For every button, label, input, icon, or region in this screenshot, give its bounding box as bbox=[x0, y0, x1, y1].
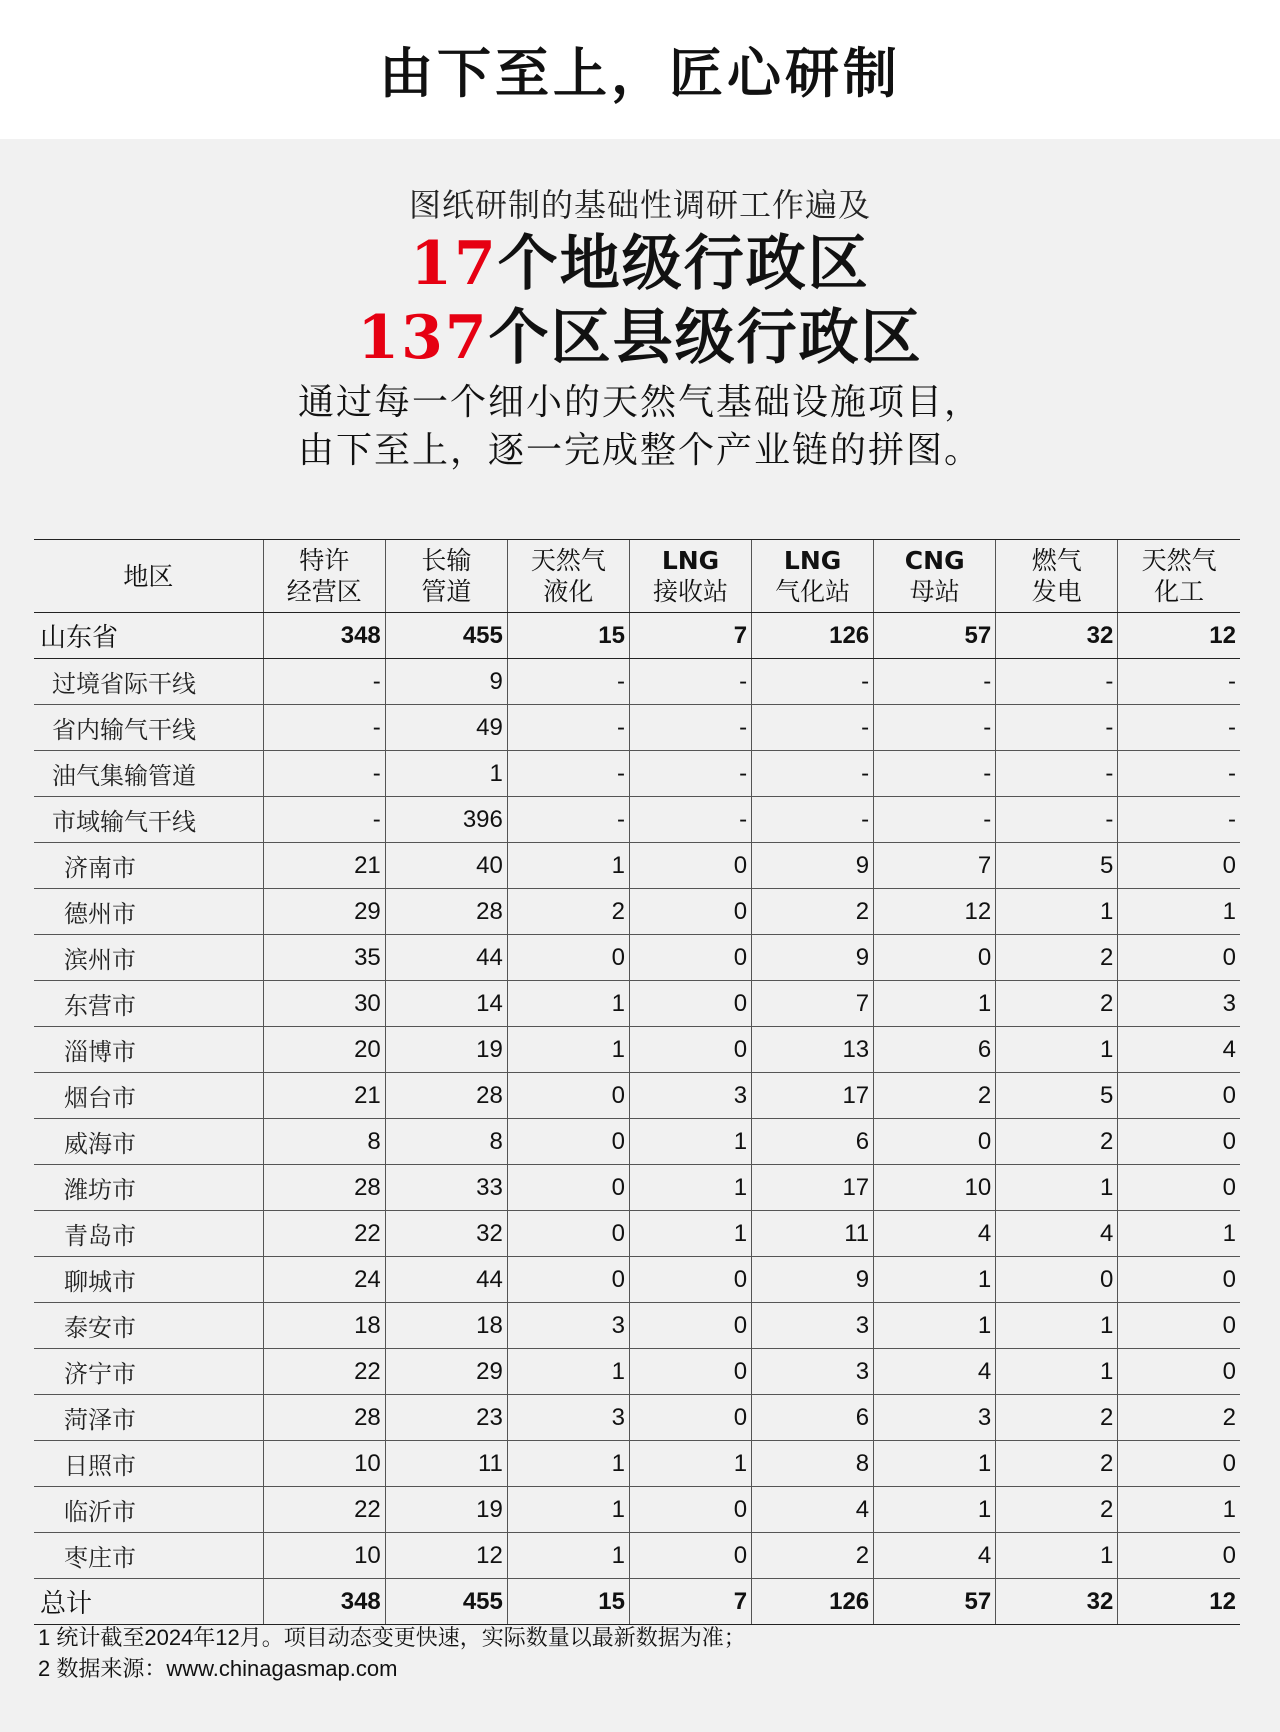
value-cell: 6 bbox=[752, 1119, 874, 1165]
value-cell: 29 bbox=[385, 1349, 507, 1395]
value-cell: 0 bbox=[629, 1487, 751, 1533]
column-header bbox=[752, 540, 874, 613]
value-cell: 0 bbox=[507, 1257, 629, 1303]
column-header-line1: 特许 bbox=[299, 546, 350, 575]
value-cell: - bbox=[996, 751, 1118, 797]
value-cell: 12 bbox=[874, 889, 996, 935]
table-row bbox=[34, 659, 1240, 705]
value-cell: 18 bbox=[263, 1303, 385, 1349]
table-row bbox=[34, 1027, 1240, 1073]
value-cell: 12 bbox=[1118, 1579, 1240, 1625]
value-cell: 396 bbox=[385, 797, 507, 843]
value-cell: 10 bbox=[874, 1165, 996, 1211]
value-cell: 0 bbox=[629, 1395, 751, 1441]
value-cell: - bbox=[629, 705, 751, 751]
value-cell: 7 bbox=[752, 981, 874, 1027]
top-banner bbox=[0, 0, 1280, 139]
value-cell: 0 bbox=[507, 1073, 629, 1119]
value-cell: 0 bbox=[507, 1165, 629, 1211]
value-cell: 1 bbox=[874, 1487, 996, 1533]
stats-table-wrapper bbox=[34, 539, 1240, 1625]
value-cell: 1 bbox=[1118, 889, 1240, 935]
county-count: 137 bbox=[357, 303, 489, 373]
value-cell: 2 bbox=[996, 1119, 1118, 1165]
value-cell: 0 bbox=[996, 1257, 1118, 1303]
value-cell: 32 bbox=[385, 1211, 507, 1257]
value-cell: 9 bbox=[385, 659, 507, 705]
value-cell: 2 bbox=[996, 981, 1118, 1027]
table-row bbox=[34, 1073, 1240, 1119]
table-row bbox=[34, 1441, 1240, 1487]
value-cell: - bbox=[1118, 751, 1240, 797]
table-row bbox=[34, 1119, 1240, 1165]
column-header-line1: 长输 bbox=[421, 546, 472, 575]
value-cell: 1 bbox=[996, 889, 1118, 935]
column-header-line2: 管道 bbox=[421, 577, 472, 606]
value-cell: 1 bbox=[507, 981, 629, 1027]
value-cell: 11 bbox=[385, 1441, 507, 1487]
value-cell: 8 bbox=[752, 1441, 874, 1487]
value-cell: 6 bbox=[752, 1395, 874, 1441]
table-row bbox=[34, 981, 1240, 1027]
table-row bbox=[34, 705, 1240, 751]
table-row bbox=[34, 1533, 1240, 1579]
value-cell: - bbox=[752, 751, 874, 797]
prefecture-text: 个地级行政区 bbox=[497, 229, 870, 299]
value-cell: - bbox=[629, 751, 751, 797]
value-cell: 29 bbox=[263, 889, 385, 935]
region-cell: 德州市 bbox=[34, 889, 263, 935]
value-cell: - bbox=[874, 705, 996, 751]
region-cell: 潍坊市 bbox=[34, 1165, 263, 1211]
column-header-line1: CNG bbox=[904, 546, 965, 575]
value-cell: 1 bbox=[507, 1027, 629, 1073]
value-cell: - bbox=[507, 751, 629, 797]
value-cell: - bbox=[263, 705, 385, 751]
value-cell: 30 bbox=[263, 981, 385, 1027]
value-cell: 32 bbox=[996, 1579, 1118, 1625]
value-cell: 4 bbox=[874, 1349, 996, 1395]
value-cell: 2 bbox=[996, 1441, 1118, 1487]
column-header-line2: 母站 bbox=[909, 577, 960, 606]
table-row bbox=[34, 1487, 1240, 1533]
value-cell: 4 bbox=[874, 1211, 996, 1257]
value-cell: 0 bbox=[874, 1119, 996, 1165]
region-cell: 济南市 bbox=[34, 843, 263, 889]
prefecture-headline bbox=[0, 227, 1280, 301]
value-cell: 28 bbox=[385, 889, 507, 935]
column-header bbox=[385, 540, 507, 613]
value-cell: 5 bbox=[996, 843, 1118, 889]
value-cell: 0 bbox=[1118, 1349, 1240, 1395]
value-cell: 17 bbox=[752, 1165, 874, 1211]
value-cell: 0 bbox=[629, 1257, 751, 1303]
value-cell: 28 bbox=[263, 1395, 385, 1441]
value-cell: 0 bbox=[1118, 1257, 1240, 1303]
value-cell: - bbox=[263, 751, 385, 797]
region-cell: 省内输气干线 bbox=[34, 705, 263, 751]
value-cell: 3 bbox=[752, 1349, 874, 1395]
value-cell: 4 bbox=[996, 1211, 1118, 1257]
value-cell: - bbox=[629, 659, 751, 705]
column-header-line1: 地区 bbox=[123, 561, 174, 591]
value-cell: 24 bbox=[263, 1257, 385, 1303]
region-cell: 临沂市 bbox=[34, 1487, 263, 1533]
value-cell: - bbox=[1118, 659, 1240, 705]
value-cell: - bbox=[752, 659, 874, 705]
value-cell: 14 bbox=[385, 981, 507, 1027]
region-cell: 山东省 bbox=[34, 613, 263, 659]
value-cell: - bbox=[996, 705, 1118, 751]
value-cell: 1 bbox=[629, 1211, 751, 1257]
value-cell: 0 bbox=[629, 935, 751, 981]
table-row bbox=[34, 1303, 1240, 1349]
value-cell: 20 bbox=[263, 1027, 385, 1073]
region-cell: 泰安市 bbox=[34, 1303, 263, 1349]
value-cell: - bbox=[629, 797, 751, 843]
value-cell: 1 bbox=[507, 843, 629, 889]
value-cell: 5 bbox=[996, 1073, 1118, 1119]
value-cell: 1 bbox=[996, 1533, 1118, 1579]
value-cell: 2 bbox=[507, 889, 629, 935]
column-header-line2: 经营区 bbox=[286, 577, 362, 606]
banner-title: 由下至上，匠心研制 bbox=[379, 42, 901, 105]
value-cell: 21 bbox=[263, 1073, 385, 1119]
value-cell: 9 bbox=[752, 935, 874, 981]
region-cell: 青岛市 bbox=[34, 1211, 263, 1257]
column-header-line1: LNG bbox=[661, 546, 720, 575]
value-cell: 22 bbox=[263, 1211, 385, 1257]
value-cell: 2 bbox=[752, 889, 874, 935]
column-header bbox=[263, 540, 385, 613]
footnote-2: 2 数据来源：www.chinagasmap.com bbox=[38, 1656, 398, 1681]
value-cell: 4 bbox=[752, 1487, 874, 1533]
region-cell: 聊城市 bbox=[34, 1257, 263, 1303]
footnotes bbox=[38, 1622, 746, 1684]
column-header bbox=[1118, 540, 1240, 613]
value-cell: 1 bbox=[1118, 1211, 1240, 1257]
value-cell: - bbox=[263, 797, 385, 843]
value-cell: 19 bbox=[385, 1487, 507, 1533]
table-row bbox=[34, 1579, 1240, 1625]
value-cell: 348 bbox=[263, 1579, 385, 1625]
region-cell: 威海市 bbox=[34, 1119, 263, 1165]
value-cell: 28 bbox=[385, 1073, 507, 1119]
value-cell: 10 bbox=[263, 1533, 385, 1579]
value-cell: 3 bbox=[874, 1395, 996, 1441]
value-cell: - bbox=[874, 659, 996, 705]
value-cell: 8 bbox=[385, 1119, 507, 1165]
region-cell: 日照市 bbox=[34, 1441, 263, 1487]
value-cell: 35 bbox=[263, 935, 385, 981]
value-cell: 0 bbox=[629, 889, 751, 935]
value-cell: 22 bbox=[263, 1349, 385, 1395]
value-cell: 126 bbox=[752, 1579, 874, 1625]
table-row bbox=[34, 1257, 1240, 1303]
region-cell: 油气集输管道 bbox=[34, 751, 263, 797]
value-cell: 19 bbox=[385, 1027, 507, 1073]
value-cell: 3 bbox=[507, 1303, 629, 1349]
value-cell: 3 bbox=[507, 1395, 629, 1441]
value-cell: - bbox=[874, 751, 996, 797]
column-header bbox=[34, 540, 263, 613]
value-cell: 44 bbox=[385, 935, 507, 981]
value-cell: - bbox=[507, 659, 629, 705]
value-cell: 1 bbox=[996, 1027, 1118, 1073]
value-cell: 1 bbox=[874, 1441, 996, 1487]
value-cell: 1 bbox=[507, 1441, 629, 1487]
value-cell: 0 bbox=[1118, 1073, 1240, 1119]
value-cell: 0 bbox=[507, 1211, 629, 1257]
value-cell: 6 bbox=[874, 1027, 996, 1073]
column-header-line2: 气化站 bbox=[775, 577, 851, 606]
value-cell: 21 bbox=[263, 843, 385, 889]
table-row bbox=[34, 843, 1240, 889]
value-cell: - bbox=[996, 659, 1118, 705]
description bbox=[0, 379, 1280, 475]
region-cell: 菏泽市 bbox=[34, 1395, 263, 1441]
value-cell: 0 bbox=[507, 1119, 629, 1165]
value-cell: 7 bbox=[629, 613, 751, 659]
value-cell: 17 bbox=[752, 1073, 874, 1119]
value-cell: - bbox=[1118, 705, 1240, 751]
table-row bbox=[34, 1395, 1240, 1441]
value-cell: 40 bbox=[385, 843, 507, 889]
value-cell: - bbox=[752, 797, 874, 843]
column-header-line1: LNG bbox=[783, 546, 842, 575]
value-cell: 0 bbox=[629, 843, 751, 889]
description-line-2: 由下至上，逐一完成整个产业链的拼图。 bbox=[297, 430, 982, 471]
value-cell: 3 bbox=[629, 1073, 751, 1119]
value-cell: 33 bbox=[385, 1165, 507, 1211]
value-cell: - bbox=[752, 705, 874, 751]
value-cell: 348 bbox=[263, 613, 385, 659]
column-header bbox=[507, 540, 629, 613]
table-row bbox=[34, 889, 1240, 935]
value-cell: 0 bbox=[507, 935, 629, 981]
value-cell: 44 bbox=[385, 1257, 507, 1303]
value-cell: 0 bbox=[629, 1303, 751, 1349]
column-header bbox=[996, 540, 1118, 613]
value-cell: 12 bbox=[1118, 613, 1240, 659]
table-row bbox=[34, 1211, 1240, 1257]
value-cell: 0 bbox=[1118, 1165, 1240, 1211]
value-cell: 0 bbox=[629, 981, 751, 1027]
table-row bbox=[34, 1349, 1240, 1395]
value-cell: 1 bbox=[1118, 1487, 1240, 1533]
table-body bbox=[34, 613, 1240, 1625]
column-header bbox=[629, 540, 751, 613]
column-header-line2: 发电 bbox=[1031, 577, 1082, 606]
value-cell: 8 bbox=[263, 1119, 385, 1165]
value-cell: - bbox=[996, 797, 1118, 843]
region-cell: 总计 bbox=[34, 1579, 263, 1625]
region-cell: 淄博市 bbox=[34, 1027, 263, 1073]
region-cell: 烟台市 bbox=[34, 1073, 263, 1119]
table-header-row bbox=[34, 540, 1240, 613]
value-cell: 2 bbox=[996, 1487, 1118, 1533]
value-cell: 0 bbox=[629, 1533, 751, 1579]
region-cell: 东营市 bbox=[34, 981, 263, 1027]
region-cell: 市域输气干线 bbox=[34, 797, 263, 843]
value-cell: - bbox=[874, 797, 996, 843]
value-cell: 2 bbox=[1118, 1395, 1240, 1441]
column-header-line1: 天然气 bbox=[1141, 546, 1217, 575]
value-cell: 57 bbox=[874, 613, 996, 659]
table-row bbox=[34, 797, 1240, 843]
value-cell: - bbox=[263, 659, 385, 705]
value-cell: 10 bbox=[263, 1441, 385, 1487]
value-cell: 15 bbox=[507, 1579, 629, 1625]
value-cell: 1 bbox=[874, 1257, 996, 1303]
column-header bbox=[874, 540, 996, 613]
value-cell: 0 bbox=[629, 1349, 751, 1395]
region-cell: 济宁市 bbox=[34, 1349, 263, 1395]
county-text: 个区县级行政区 bbox=[488, 303, 923, 373]
value-cell: 1 bbox=[629, 1441, 751, 1487]
value-cell: 1 bbox=[507, 1487, 629, 1533]
value-cell: 2 bbox=[874, 1073, 996, 1119]
value-cell: 0 bbox=[1118, 1441, 1240, 1487]
value-cell: 15 bbox=[507, 613, 629, 659]
value-cell: 32 bbox=[996, 613, 1118, 659]
intro-section bbox=[0, 139, 1280, 475]
value-cell: 22 bbox=[263, 1487, 385, 1533]
intro-line: 图纸研制的基础性调研工作遍及 bbox=[408, 186, 871, 224]
value-cell: 0 bbox=[1118, 1303, 1240, 1349]
value-cell: 0 bbox=[1118, 935, 1240, 981]
value-cell: 1 bbox=[996, 1303, 1118, 1349]
region-cell: 滨州市 bbox=[34, 935, 263, 981]
column-header-line1: 天然气 bbox=[530, 546, 606, 575]
value-cell: 1 bbox=[874, 1303, 996, 1349]
value-cell: 1 bbox=[629, 1165, 751, 1211]
value-cell: 2 bbox=[752, 1533, 874, 1579]
value-cell: 9 bbox=[752, 843, 874, 889]
value-cell: 0 bbox=[874, 935, 996, 981]
value-cell: 0 bbox=[1118, 1119, 1240, 1165]
value-cell: 23 bbox=[385, 1395, 507, 1441]
value-cell: 455 bbox=[385, 1579, 507, 1625]
stats-table bbox=[34, 539, 1240, 1625]
value-cell: - bbox=[507, 797, 629, 843]
footnote-1: 1 统计截至2024年12月。项目动态变更快速，实际数量以最新数据为准； bbox=[38, 1625, 746, 1650]
value-cell: 49 bbox=[385, 705, 507, 751]
prefecture-count: 17 bbox=[410, 229, 498, 299]
value-cell: 7 bbox=[874, 843, 996, 889]
value-cell: 3 bbox=[1118, 981, 1240, 1027]
value-cell: 12 bbox=[385, 1533, 507, 1579]
value-cell: 28 bbox=[263, 1165, 385, 1211]
value-cell: 1 bbox=[507, 1349, 629, 1395]
value-cell: 3 bbox=[752, 1303, 874, 1349]
value-cell: 1 bbox=[507, 1533, 629, 1579]
table-row bbox=[34, 751, 1240, 797]
value-cell: 1 bbox=[629, 1119, 751, 1165]
description-line-1: 通过每一个细小的天然气基础设施项目， bbox=[297, 382, 982, 423]
value-cell: 4 bbox=[1118, 1027, 1240, 1073]
value-cell: 455 bbox=[385, 613, 507, 659]
value-cell: 57 bbox=[874, 1579, 996, 1625]
value-cell: 1 bbox=[996, 1165, 1118, 1211]
value-cell: - bbox=[507, 705, 629, 751]
value-cell: 7 bbox=[629, 1579, 751, 1625]
table-row bbox=[34, 1165, 1240, 1211]
value-cell: 13 bbox=[752, 1027, 874, 1073]
value-cell: 1 bbox=[874, 981, 996, 1027]
column-header-line2: 液化 bbox=[543, 577, 594, 606]
county-headline bbox=[0, 301, 1280, 375]
table-row bbox=[34, 935, 1240, 981]
value-cell: 1 bbox=[385, 751, 507, 797]
value-cell: 4 bbox=[874, 1533, 996, 1579]
value-cell: 2 bbox=[996, 935, 1118, 981]
value-cell: 2 bbox=[996, 1395, 1118, 1441]
region-cell: 过境省际干线 bbox=[34, 659, 263, 705]
value-cell: 9 bbox=[752, 1257, 874, 1303]
value-cell: 1 bbox=[996, 1349, 1118, 1395]
column-header-line2: 接收站 bbox=[653, 577, 729, 606]
value-cell: 18 bbox=[385, 1303, 507, 1349]
column-header-line2: 化工 bbox=[1154, 577, 1205, 606]
value-cell: 0 bbox=[1118, 843, 1240, 889]
value-cell: 0 bbox=[1118, 1533, 1240, 1579]
value-cell: 0 bbox=[629, 1027, 751, 1073]
value-cell: - bbox=[1118, 797, 1240, 843]
value-cell: 126 bbox=[752, 613, 874, 659]
region-cell: 枣庄市 bbox=[34, 1533, 263, 1579]
value-cell: 11 bbox=[752, 1211, 874, 1257]
column-header-line1: 燃气 bbox=[1031, 546, 1082, 575]
table-row bbox=[34, 613, 1240, 659]
